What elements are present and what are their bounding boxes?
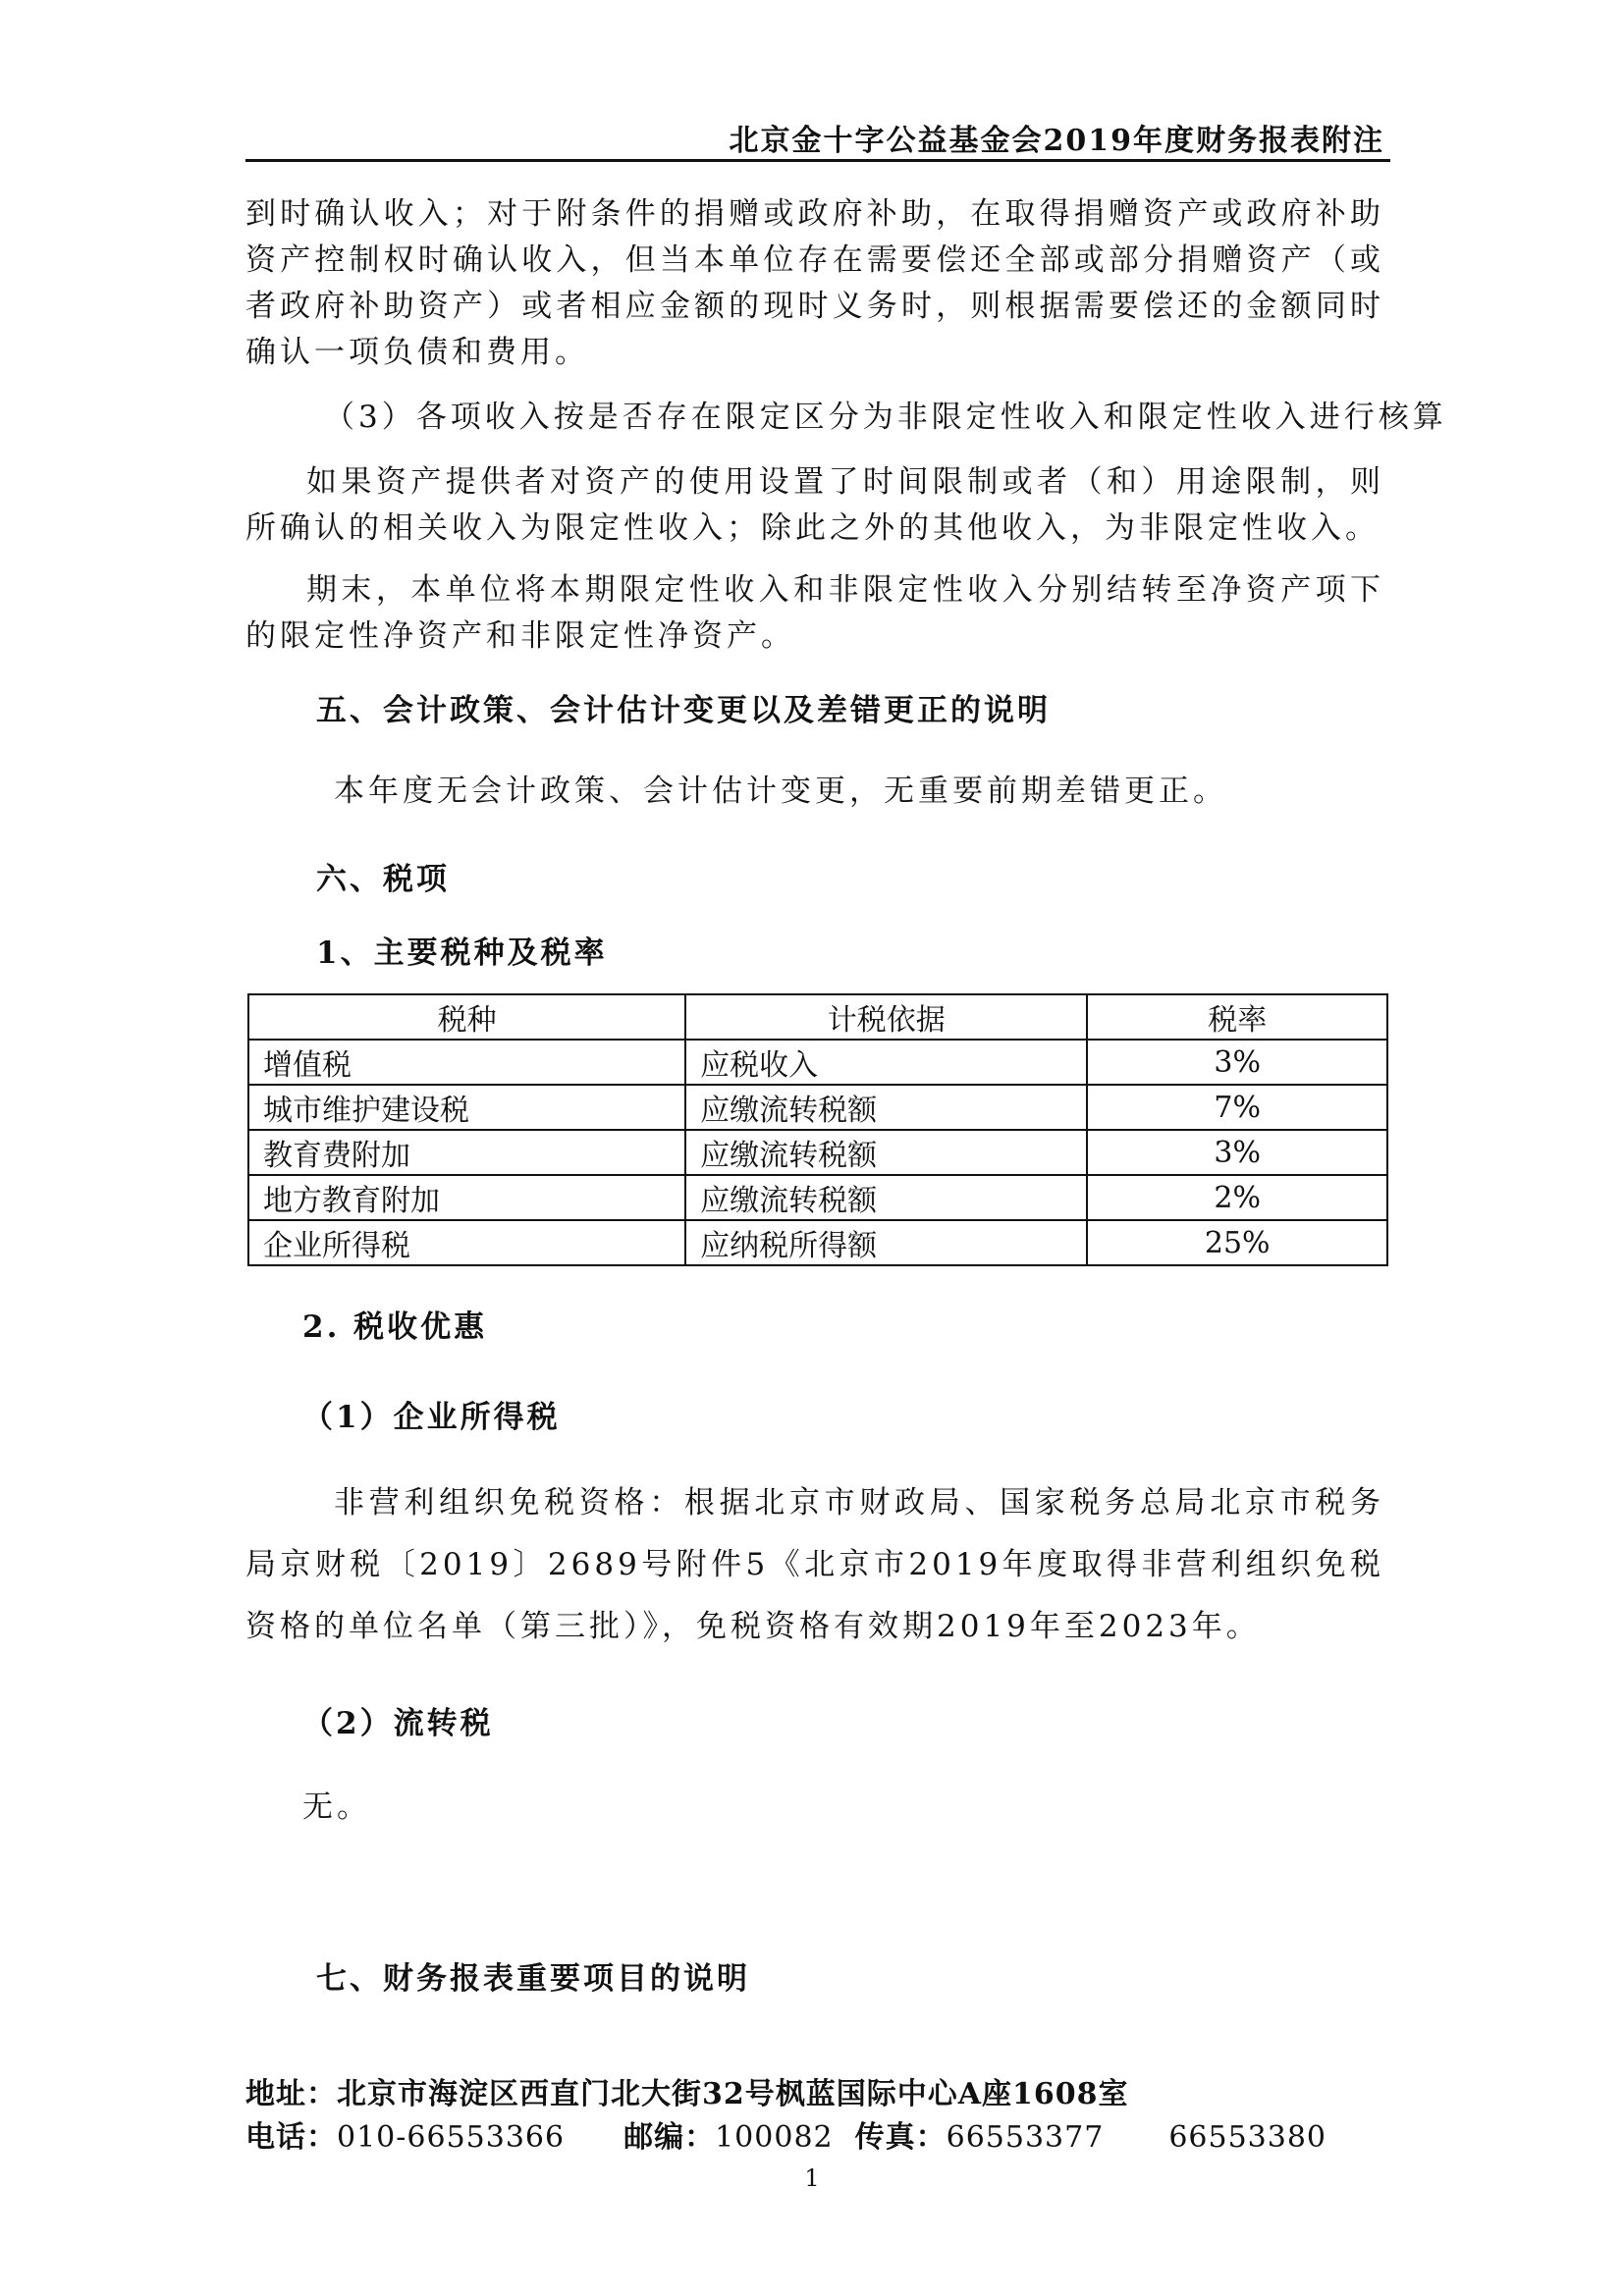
table-cell: 增值税 [248,1040,685,1085]
fax-label: 传真： [854,2120,947,2155]
phone-label: 电话： [245,2120,337,2155]
section-heading-statement-items: 七、财务报表重要项目的说明 [316,1961,750,1997]
subheading-enterprise-income-tax: （1）企业所得税 [302,1400,561,1435]
section-heading-accounting-policy: 五、会计政策、会计估计变更以及差错更正的说明 [316,693,1051,728]
phone-value: 010-66553366 [337,2120,566,2155]
table-cell: 应缴流转税额 [685,1175,1087,1220]
table-cell: 2% [1087,1175,1387,1220]
postcode-label: 邮编： [623,2120,716,2155]
table-row [248,1085,1387,1130]
table-cell: 3% [1087,1130,1387,1175]
table-header-cell: 税率 [1087,994,1387,1040]
page-header-title: 北京金十字公益基金会2019年度财务报表附注 [729,124,1384,158]
fax-value: 66553377 [946,2120,1105,2155]
paragraph-tax-exemption: 非营利组织免税资格：根据北京市财政局、国家税务总局北京市税务局京财税〔2019〕2689号附件5《北京市2019年度取得非营利组织免税资格的单位名单（第三批）》，免税资格有效期2019年至2023年。 [245,1485,1384,1644]
table-row [248,1130,1387,1175]
paragraph-restricted-revenue: 如果资产提供者对资产的使用设置了时间限制或者（和）用途限制，则所确认的相关收入为限定性收入；除此之外的其他收入，为非限定性收入。 [245,464,1384,546]
paragraph-revenue-recognition: 到时确认收入；对于附条件的捐赠或政府补助，在取得捐赠资产或政府补助资产控制权时确认收入，但当本单位存在需要偿还全部或部分捐赠资产（或者政府补助资产）或者相应金额的现时义务时，则根据需要偿还的金额同时确认一项负债和费用。 [245,196,1384,370]
table-cell: 应纳税所得额 [685,1220,1087,1265]
paragraph-revenue-classification: （3）各项收入按是否存在限定区分为非限定性收入和限定性收入进行核算 [324,400,1447,435]
table-cell: 3% [1087,1040,1387,1085]
tax-rate-table [247,993,1388,1266]
paragraph-none: 无。 [302,1789,371,1825]
table-cell: 应缴流转税额 [685,1085,1087,1130]
table-cell: 应税收入 [685,1040,1087,1085]
table-row [248,1220,1387,1265]
footer-contact [245,2112,1326,2156]
table-cell: 城市维护建设税 [248,1085,685,1130]
fax-value-2: 66553380 [1168,2120,1327,2155]
table-row [248,1175,1387,1220]
header-divider [245,159,1390,162]
table-cell: 7% [1087,1085,1387,1130]
subheading-tax-incentives: 2. 税收优惠 [302,1309,488,1345]
address-label: 地址： [245,2077,337,2111]
paragraph-no-policy-change: 本年度无会计政策、会计估计变更，无重要前期差错更正。 [334,774,1227,809]
table-cell: 企业所得税 [248,1220,685,1265]
footer-address [245,2069,1129,2112]
table-row [248,1040,1387,1085]
postcode-value: 100082 [715,2120,834,2155]
table-cell: 地方教育附加 [248,1175,685,1220]
table-header-cell: 计税依据 [685,994,1087,1040]
section-heading-taxes: 六、税项 [316,862,450,897]
table-cell: 教育费附加 [248,1130,685,1175]
address-value: 北京市海淀区西直门北大街32号枫蓝国际中心A座1608室 [337,2077,1129,2111]
page-number: 1 [804,2164,820,2192]
table-header-row [248,994,1387,1040]
table-cell: 应缴流转税额 [685,1130,1087,1175]
paragraph-period-end-transfer: 期末，本单位将本期限定性收入和非限定性收入分别结转至净资产项下的限定性净资产和非限定性净资产。 [245,572,1384,654]
subheading-turnover-tax: （2）流转税 [302,1706,494,1741]
table-cell: 25% [1087,1220,1387,1265]
table-header-cell: 税种 [248,994,685,1040]
subheading-main-taxes: 1、主要税种及税率 [316,935,608,971]
